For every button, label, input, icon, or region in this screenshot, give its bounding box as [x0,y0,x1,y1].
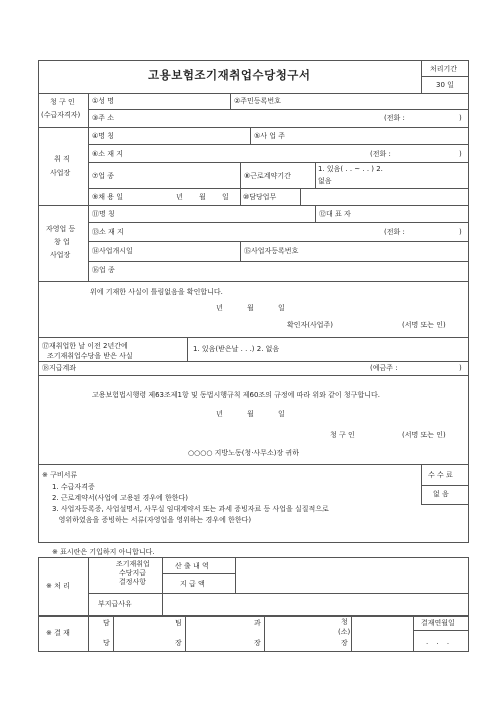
account-holder-label: (예금주 : [370,364,398,372]
workplace-phone-close: ) [459,150,462,158]
claimant-name-label: ①성 명 [92,97,115,105]
confirm-signature-label: (서명 또는 인) [402,321,446,329]
account-holder-close: ) [459,364,462,372]
selfemp-phone-label: (전화 : [384,228,405,236]
approval-date-label: 결재연월일 [421,619,455,627]
prior-receipt-value: 1. 있음(받은날 . . .) 2. 없음 [193,345,280,353]
processing-period-label: 처리기간 [430,65,458,73]
workplace-section-label: 취 직 [54,155,70,163]
selfemp-industry-label: ⑯업 종 [92,266,115,274]
approval-col-team-2: 장 [175,639,182,647]
claim-signature-label: (서명 또는 인) [402,431,446,439]
office-use-notice: ※ 표시란은 기입하지 아니합니다. [52,548,155,556]
workplace-contract-option-1: 1. 있음( . . ~ . . ) 2. [318,165,383,173]
selfemp-section-label: 자영업 등 [46,225,76,233]
selfemp-start-date-label: ⑭사업개시일 [92,247,133,255]
selfemp-name-label: ⑪명 칭 [92,210,115,218]
workplace-owner-label: ⑤사 업 주 [254,132,286,140]
processing-section-label: ※ 처 리 [46,582,70,590]
section-column-divider [88,93,89,281]
approval-section-label: ※ 결 재 [46,629,70,637]
processing-item-label-1: 조기재취업 [116,560,150,568]
workplace-hire-date-label: ⑨채 용 일 [92,193,124,201]
payment-amount-label: 지 급 액 [180,580,205,588]
approval-col-office-2: (소) [338,628,351,636]
calculation-details-label: 산 출 내 역 [175,562,209,570]
processing-period-value: 30 일 [436,81,454,89]
claimant-section-sublabel: (수급자격자) [41,111,81,119]
fee-value: 없 음 [433,490,449,498]
workplace-duty-label: ⑩담당업무 [243,193,277,201]
claim-claimant-label: 청 구 인 [330,431,355,439]
approval-col-staff-2: 당 [103,639,110,647]
account-label: ⑱지급계좌 [42,364,77,372]
non-payment-reason-label: 부지급사유 [98,600,132,608]
approval-col-team-1: 팀 [175,619,182,627]
claimant-rrn-label: ②주민등록번호 [234,97,281,105]
claimant-address-label: ③주 소 [92,114,115,122]
approval-col-staff-1: 담 [103,619,110,627]
confirm-date: 년 월 일 [216,304,285,312]
workplace-location-label: ⑥소 재 지 [92,150,124,158]
selfemp-section-sublabel-2: 사업장 [50,251,71,259]
fee-label: 수 수 료 [428,471,453,479]
selfemp-rep-label: ⑫대 표 자 [319,210,351,218]
claimant-section-label: 청 구 인 [50,98,75,106]
claimant-phone-close: ) [459,114,462,122]
workplace-contract-option-2: 없음 [318,177,332,185]
approval-col-section-1: 과 [254,619,261,627]
approval-col-section-2: 장 [254,639,261,647]
docs-item-1: 1. 수급자격증 [52,483,95,491]
approval-col-office-3: 장 [341,639,348,647]
docs-heading: ※ 구비서류 [42,471,78,479]
prior-receipt-label-2: 조기재취업수당을 받은 사실 [47,352,133,360]
confirm-confirmer-label: 확인자(사업주) [287,321,334,329]
confirm-statement: 위에 기재한 사실이 틀림없음을 확인합니다. [90,288,223,296]
processing-item-label-2: 수당지급 [119,569,147,577]
selfemp-phone-close: ) [459,228,462,236]
approval-date-value: . . . [426,638,450,646]
claimant-phone-label: (전화 : [384,114,405,122]
selfemp-location-label: ⑬소 재 지 [92,228,124,236]
approval-col-office-1: 청 [341,618,348,626]
workplace-contract-label: ⑧근로계약기간 [244,172,291,180]
workplace-section-sublabel: 사업장 [50,169,71,177]
selfemp-reg-no-label: ⑮사업자등록번호 [244,247,299,255]
workplace-industry-label: ⑦업 종 [92,172,115,180]
workplace-hire-date: 년 월 일 [176,193,229,201]
docs-item-2: 2. 근로계약서(사업에 고용된 경우에 한한다) [52,494,188,502]
workplace-name-label: ④명 칭 [92,132,115,140]
form-title: 고용보험조기재취업수당청구서 [148,68,311,82]
selfemp-section-sublabel-1: 창 업 [54,238,70,246]
claim-date: 년 월 일 [216,410,285,418]
claim-statement: 고용보험법시행령 제63조제1항 및 동법시행규칙 제60조의 규정에 따라 위와 같이 청구합니다. [92,391,380,399]
prior-receipt-label-1: ⑰재취업한 날 이전 2년간에 [42,342,128,350]
processing-item-label-3: 결정사항 [119,578,147,586]
docs-item-4: 영위하였음을 증빙하는 서류(자영업을 영위하는 경우에 한한다) [52,516,252,524]
claim-addressee: ○○○○ 지방노동(청·사무소)장 귀하 [188,449,299,457]
docs-item-3: 3. 사업자등록증, 사업설명서, 사무실 임대계약서 또는 과세 증빙자료 등 사업을 실질적으로 [52,505,329,513]
workplace-phone-label: (전화 : [370,150,391,158]
